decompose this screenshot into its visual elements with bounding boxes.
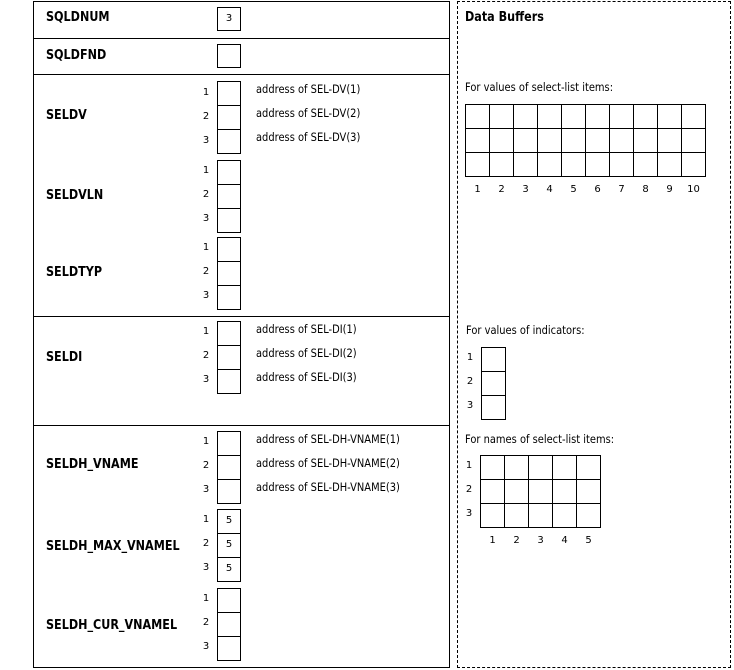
select-values-cell	[561, 104, 586, 129]
select-values-cell	[609, 152, 634, 177]
seldv-label: SELDV	[46, 108, 87, 123]
seldh-max-vnamel-index: 1	[202, 514, 210, 525]
select-values-column-label: 2	[498, 184, 505, 195]
indicators-caption: For values of indicators:	[466, 323, 585, 337]
seldh-vname-address: address of SEL-DH-VNAME(1)	[256, 432, 400, 446]
seldv-slot	[217, 81, 241, 106]
select-values-cell	[633, 152, 658, 177]
sqldfnd-label: SQLDFND	[46, 48, 107, 63]
seldtyp-index: 3	[202, 290, 210, 301]
descriptor-panel	[33, 1, 450, 668]
select-values-column-label: 4	[546, 184, 553, 195]
select-values-cell	[585, 104, 610, 129]
seldh-vname-index: 1	[202, 436, 210, 447]
seldh-vname-address: address of SEL-DH-VNAME(3)	[256, 480, 400, 494]
names-caption: For names of select-list items:	[465, 432, 615, 446]
select-values-column-label: 8	[642, 184, 649, 195]
select-values-cell	[585, 128, 610, 153]
seldh-cur-vnamel-index: 1	[202, 593, 210, 604]
seldh-cur-vnamel-index: 3	[202, 641, 210, 652]
seldh-cur-vnamel-index: 2	[202, 617, 210, 628]
seldh-max-vnamel-slot: 5	[217, 533, 241, 558]
seldh-max-vnamel-slot: 5	[217, 557, 241, 582]
seldh-vname-slot	[217, 455, 241, 480]
select-values-column-label: 3	[522, 184, 529, 195]
seldh-vname-slot	[217, 431, 241, 456]
names-cell	[480, 479, 505, 504]
names-cell	[504, 455, 529, 480]
names-cell	[504, 503, 529, 528]
select-values-cell	[489, 128, 514, 153]
select-values-cell	[657, 128, 682, 153]
seldv-slot	[217, 105, 241, 130]
seldv-address: address of SEL-DV(1)	[256, 82, 361, 96]
names-row-index: 1	[465, 460, 473, 471]
select-values-cell	[657, 152, 682, 177]
select-values-column-label: 1	[474, 184, 481, 195]
select-values-cell	[513, 128, 538, 153]
seldvln-index: 2	[202, 189, 210, 200]
select-values-cell	[513, 152, 538, 177]
seldi-index: 3	[202, 374, 210, 385]
indicators-row-index: 3	[466, 400, 474, 411]
select-values-cell	[537, 152, 562, 177]
seldvln-slot	[217, 208, 241, 233]
names-column-label: 4	[561, 535, 568, 546]
seldvln-index: 3	[202, 213, 210, 224]
seldi-index: 1	[202, 326, 210, 337]
seldv-address: address of SEL-DV(2)	[256, 106, 361, 120]
seldtyp-slot	[217, 261, 241, 286]
seldh-max-vnamel-label: SELDH_MAX_VNAMEL	[46, 539, 180, 554]
seldh-cur-vnamel-slot	[217, 612, 241, 637]
seldh-cur-vnamel-label: SELDH_CUR_VNAMEL	[46, 618, 178, 633]
select-values-column-label: 10	[687, 184, 700, 195]
select-values-cell	[609, 104, 634, 129]
seldh-vname-index: 2	[202, 460, 210, 471]
names-cell	[576, 479, 601, 504]
indicators-row-index: 2	[466, 376, 474, 387]
select-values-cell	[681, 128, 706, 153]
seldi-address: address of SEL-DI(2)	[256, 346, 357, 360]
section-divider	[33, 38, 450, 39]
sqldnum-value-box: 3	[217, 7, 241, 31]
seldi-label: SELDI	[46, 350, 83, 365]
data-buffers-title: Data Buffers	[465, 10, 544, 25]
names-cell	[552, 503, 577, 528]
names-cell	[528, 479, 553, 504]
select-values-cell	[465, 128, 490, 153]
select-values-cell	[633, 104, 658, 129]
select-values-column-label: 7	[618, 184, 625, 195]
sqldnum-label: SQLDNUM	[46, 10, 110, 25]
select-values-cell	[585, 152, 610, 177]
seldi-address: address of SEL-DI(1)	[256, 322, 357, 336]
select-values-cell	[489, 104, 514, 129]
names-cell	[552, 455, 577, 480]
names-cell	[528, 455, 553, 480]
seldvln-index: 1	[202, 165, 210, 176]
seldi-index: 2	[202, 350, 210, 361]
seldi-slot	[217, 321, 241, 346]
seldi-address: address of SEL-DI(3)	[256, 370, 357, 384]
indicators-row-index: 1	[466, 352, 474, 363]
names-cell	[576, 503, 601, 528]
seldtyp-slot	[217, 237, 241, 262]
select-values-column-label: 5	[570, 184, 577, 195]
select-values-column-label: 6	[594, 184, 601, 195]
seldvln-slot	[217, 184, 241, 209]
seldv-index: 1	[202, 87, 210, 98]
seldh-max-vnamel-slot: 5	[217, 509, 241, 534]
select-values-cell	[489, 152, 514, 177]
names-column-label: 3	[537, 535, 544, 546]
seldvln-slot	[217, 160, 241, 185]
names-row-index: 3	[465, 508, 473, 519]
select-values-cell	[465, 152, 490, 177]
select-values-cell	[465, 104, 490, 129]
select-values-cell	[513, 104, 538, 129]
names-cell	[504, 479, 529, 504]
section-divider	[33, 74, 450, 75]
names-column-label: 1	[489, 535, 496, 546]
section-divider	[33, 316, 450, 317]
select-values-caption: For values of select-list items:	[465, 80, 614, 94]
select-values-cell	[537, 104, 562, 129]
names-column-label: 2	[513, 535, 520, 546]
seldi-slot	[217, 369, 241, 394]
seldh-vname-slot	[217, 479, 241, 504]
seldh-cur-vnamel-slot	[217, 588, 241, 613]
seldi-slot	[217, 345, 241, 370]
select-values-cell	[657, 104, 682, 129]
sqldfnd-value-box	[217, 44, 241, 68]
select-values-cell	[609, 128, 634, 153]
section-divider	[33, 425, 450, 426]
seldvln-label: SELDVLN	[46, 188, 104, 203]
select-values-cell	[561, 128, 586, 153]
seldh-cur-vnamel-slot	[217, 636, 241, 661]
seldv-address: address of SEL-DV(3)	[256, 130, 361, 144]
indicator-cell	[481, 347, 506, 372]
seldv-slot	[217, 129, 241, 154]
names-cell	[480, 503, 505, 528]
select-values-column-label: 9	[666, 184, 673, 195]
select-values-cell	[633, 128, 658, 153]
seldtyp-index: 2	[202, 266, 210, 277]
seldv-index: 3	[202, 135, 210, 146]
seldtyp-index: 1	[202, 242, 210, 253]
names-row-index: 2	[465, 484, 473, 495]
seldh-max-vnamel-index: 3	[202, 562, 210, 573]
names-cell	[552, 479, 577, 504]
select-values-cell	[681, 104, 706, 129]
select-values-cell	[561, 152, 586, 177]
select-values-cell	[681, 152, 706, 177]
select-values-cell	[537, 128, 562, 153]
indicator-cell	[481, 371, 506, 396]
seldtyp-label: SELDTYP	[46, 265, 103, 280]
names-column-label: 5	[585, 535, 592, 546]
seldh-vname-index: 3	[202, 484, 210, 495]
indicator-cell	[481, 395, 506, 420]
seldv-index: 2	[202, 111, 210, 122]
seldh-max-vnamel-index: 2	[202, 538, 210, 549]
names-cell	[528, 503, 553, 528]
seldtyp-slot	[217, 285, 241, 310]
names-cell	[576, 455, 601, 480]
seldh-vname-address: address of SEL-DH-VNAME(2)	[256, 456, 400, 470]
names-cell	[480, 455, 505, 480]
seldh-vname-label: SELDH_VNAME	[46, 457, 139, 472]
